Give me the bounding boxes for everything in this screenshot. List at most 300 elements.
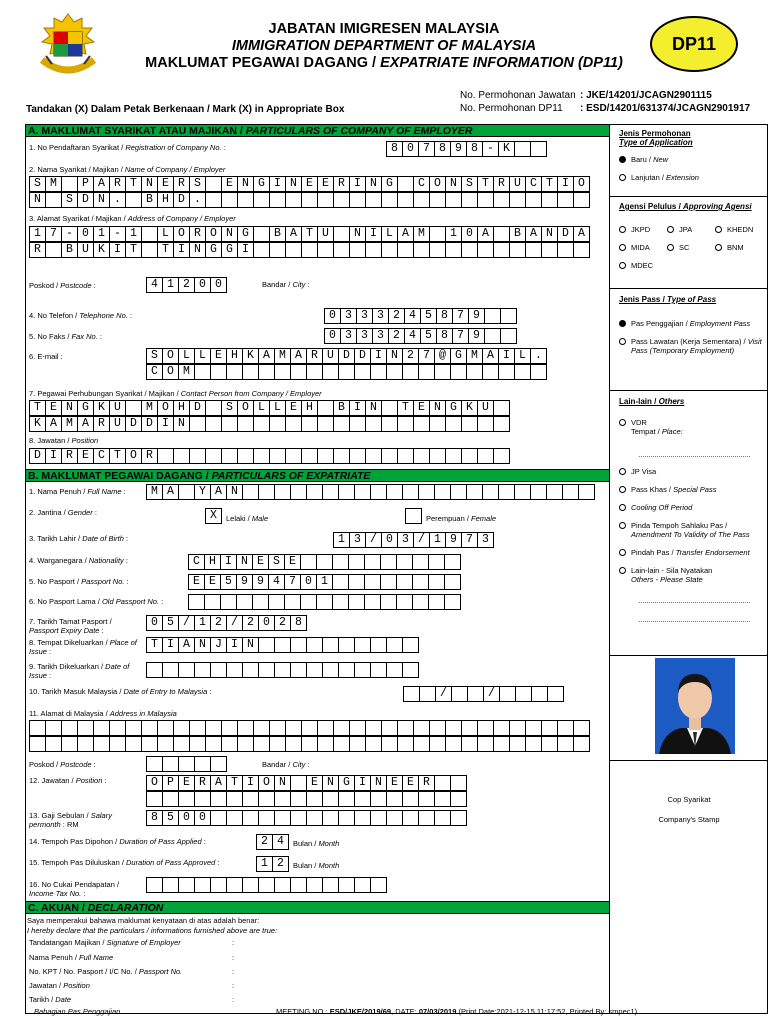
char-box[interactable] xyxy=(371,810,387,826)
char-box[interactable]: A xyxy=(179,637,195,653)
char-box[interactable] xyxy=(323,877,339,893)
char-box[interactable]: N xyxy=(243,637,259,653)
char-box[interactable] xyxy=(446,736,462,752)
issue-date-field[interactable] xyxy=(146,662,419,678)
radio-others-dot[interactable] xyxy=(619,567,626,574)
char-box[interactable] xyxy=(254,242,270,258)
char-box[interactable]: 8 xyxy=(147,810,163,826)
char-box[interactable] xyxy=(420,686,436,702)
char-box[interactable] xyxy=(78,736,94,752)
char-box[interactable]: R xyxy=(110,176,126,192)
char-box[interactable]: I xyxy=(221,554,237,570)
char-box[interactable] xyxy=(515,484,531,500)
char-box[interactable]: S xyxy=(190,176,206,192)
char-box[interactable]: 0 xyxy=(259,615,275,631)
char-box[interactable] xyxy=(238,192,254,208)
c-kpt-colon[interactable]: : xyxy=(232,967,235,976)
char-box[interactable]: C xyxy=(189,554,205,570)
char-box[interactable]: - xyxy=(483,141,499,157)
char-box[interactable]: I xyxy=(163,637,179,653)
char-box[interactable]: D xyxy=(190,400,206,416)
char-box[interactable] xyxy=(350,448,366,464)
char-box[interactable] xyxy=(413,574,429,590)
char-box[interactable] xyxy=(430,720,446,736)
char-box[interactable] xyxy=(430,192,446,208)
char-box[interactable] xyxy=(46,242,62,258)
char-box[interactable] xyxy=(403,637,419,653)
char-box[interactable] xyxy=(334,720,350,736)
char-box[interactable] xyxy=(414,192,430,208)
char-box[interactable] xyxy=(270,448,286,464)
char-box[interactable]: R xyxy=(62,448,78,464)
char-box[interactable] xyxy=(478,192,494,208)
char-box[interactable] xyxy=(291,791,307,807)
pass-approved-field[interactable] xyxy=(256,856,289,872)
char-box[interactable] xyxy=(494,720,510,736)
char-box[interactable] xyxy=(286,242,302,258)
char-box[interactable] xyxy=(253,594,269,610)
char-box[interactable] xyxy=(429,594,445,610)
char-box[interactable] xyxy=(526,242,542,258)
char-box[interactable]: E xyxy=(318,176,334,192)
char-box[interactable] xyxy=(382,242,398,258)
char-box[interactable]: 7 xyxy=(453,328,469,344)
radio-vdr-dot[interactable] xyxy=(619,419,626,426)
char-box[interactable] xyxy=(365,574,381,590)
radio-bnm[interactable]: BNM xyxy=(715,243,744,252)
char-box[interactable] xyxy=(419,484,435,500)
char-box[interactable]: I xyxy=(371,348,387,364)
char-box[interactable] xyxy=(366,720,382,736)
char-box[interactable] xyxy=(238,736,254,752)
char-box[interactable] xyxy=(371,484,387,500)
char-box[interactable]: H xyxy=(227,348,243,364)
char-box[interactable]: 5 xyxy=(421,308,437,324)
char-box[interactable] xyxy=(291,662,307,678)
char-box[interactable] xyxy=(227,662,243,678)
char-box[interactable] xyxy=(291,877,307,893)
char-box[interactable]: T xyxy=(147,637,163,653)
char-box[interactable]: E xyxy=(387,775,403,791)
radio-special-pass[interactable]: Pass Khas / Special Pass xyxy=(619,485,764,494)
char-box[interactable] xyxy=(445,574,461,590)
char-box[interactable]: 3 xyxy=(341,308,357,324)
char-box[interactable]: T xyxy=(302,226,318,242)
char-box[interactable]: N xyxy=(323,775,339,791)
char-box[interactable]: E xyxy=(414,400,430,416)
char-box[interactable]: 0 xyxy=(403,141,419,157)
char-box[interactable] xyxy=(142,736,158,752)
char-box[interactable] xyxy=(355,484,371,500)
char-box[interactable]: 3 xyxy=(341,328,357,344)
char-box[interactable]: N xyxy=(195,637,211,653)
radio-amend-validity[interactable]: Pinda Tempoh Sahlaku Pas / Amendment To Validity of The Pass xyxy=(619,521,764,539)
char-box[interactable] xyxy=(515,141,531,157)
char-box[interactable] xyxy=(478,242,494,258)
char-box[interactable]: R xyxy=(494,176,510,192)
char-box[interactable]: K xyxy=(243,348,259,364)
char-box[interactable]: A xyxy=(46,416,62,432)
char-box[interactable] xyxy=(398,448,414,464)
char-box[interactable] xyxy=(485,308,501,324)
char-box[interactable] xyxy=(349,574,365,590)
char-box[interactable]: 0 xyxy=(179,810,195,826)
char-box[interactable]: 1 xyxy=(195,615,211,631)
char-box[interactable] xyxy=(430,448,446,464)
expiry-field[interactable] xyxy=(146,615,307,631)
char-box[interactable] xyxy=(302,736,318,752)
char-box[interactable] xyxy=(302,448,318,464)
char-box[interactable] xyxy=(382,720,398,736)
char-box[interactable]: A xyxy=(478,226,494,242)
char-box[interactable] xyxy=(179,791,195,807)
char-box[interactable]: N xyxy=(275,775,291,791)
char-box[interactable]: E xyxy=(285,554,301,570)
char-box[interactable]: Y xyxy=(195,484,211,500)
char-box[interactable]: O xyxy=(206,226,222,242)
char-box[interactable] xyxy=(398,176,414,192)
char-box[interactable]: I xyxy=(227,637,243,653)
char-box[interactable]: U xyxy=(110,400,126,416)
char-box[interactable]: 9 xyxy=(446,532,462,548)
char-box[interactable] xyxy=(381,554,397,570)
char-box[interactable]: A xyxy=(574,226,590,242)
char-box[interactable]: N xyxy=(387,348,403,364)
char-box[interactable]: 5 xyxy=(421,328,437,344)
char-box[interactable]: H xyxy=(174,400,190,416)
char-box[interactable] xyxy=(211,662,227,678)
char-box[interactable]: A xyxy=(483,348,499,364)
char-box[interactable]: 4 xyxy=(273,834,289,850)
char-box[interactable] xyxy=(574,720,590,736)
char-box[interactable] xyxy=(286,736,302,752)
char-box[interactable]: T xyxy=(158,242,174,258)
char-box[interactable] xyxy=(382,400,398,416)
char-box[interactable] xyxy=(398,192,414,208)
char-box[interactable] xyxy=(366,736,382,752)
char-box[interactable] xyxy=(147,877,163,893)
char-box[interactable] xyxy=(275,877,291,893)
char-box[interactable] xyxy=(318,720,334,736)
char-box[interactable]: N xyxy=(371,775,387,791)
char-box[interactable]: T xyxy=(126,176,142,192)
char-box[interactable] xyxy=(462,448,478,464)
char-box[interactable] xyxy=(462,416,478,432)
char-box[interactable] xyxy=(403,662,419,678)
char-box[interactable] xyxy=(126,720,142,736)
char-box[interactable] xyxy=(397,554,413,570)
char-box[interactable]: L xyxy=(382,226,398,242)
char-box[interactable] xyxy=(467,484,483,500)
char-box[interactable] xyxy=(414,448,430,464)
char-box[interactable] xyxy=(515,364,531,380)
char-box[interactable]: 1 xyxy=(317,574,333,590)
char-box[interactable]: G xyxy=(446,400,462,416)
char-box[interactable]: 8 xyxy=(437,308,453,324)
char-box[interactable]: C xyxy=(147,364,163,380)
char-box[interactable]: R xyxy=(419,775,435,791)
char-box[interactable] xyxy=(206,720,222,736)
char-box[interactable] xyxy=(382,736,398,752)
char-box[interactable] xyxy=(206,176,222,192)
char-box[interactable] xyxy=(483,484,499,500)
char-box[interactable]: 4 xyxy=(405,308,421,324)
radio-special-dot[interactable] xyxy=(619,486,626,493)
char-box[interactable]: 8 xyxy=(435,141,451,157)
char-box[interactable]: 0 xyxy=(301,574,317,590)
char-box[interactable]: C xyxy=(526,176,542,192)
char-box[interactable] xyxy=(371,364,387,380)
char-box[interactable] xyxy=(222,192,238,208)
char-box[interactable]: R xyxy=(142,448,158,464)
position-field[interactable] xyxy=(29,448,510,464)
char-box[interactable] xyxy=(494,416,510,432)
char-box[interactable]: L xyxy=(254,400,270,416)
char-box[interactable] xyxy=(499,364,515,380)
char-box[interactable] xyxy=(404,686,420,702)
fullname-field[interactable] xyxy=(146,484,595,500)
char-box[interactable] xyxy=(445,554,461,570)
char-box[interactable] xyxy=(510,720,526,736)
char-box[interactable] xyxy=(446,720,462,736)
char-box[interactable] xyxy=(190,720,206,736)
tax-no-field[interactable] xyxy=(146,877,387,893)
char-box[interactable]: B xyxy=(270,226,286,242)
char-box[interactable] xyxy=(227,877,243,893)
char-box[interactable]: E xyxy=(211,348,227,364)
char-box[interactable]: M xyxy=(179,364,195,380)
char-box[interactable]: U xyxy=(78,242,94,258)
char-box[interactable]: S xyxy=(222,400,238,416)
reg-no-field[interactable] xyxy=(386,141,547,157)
char-box[interactable] xyxy=(163,662,179,678)
char-box[interactable]: N xyxy=(142,176,158,192)
others-line-2[interactable] xyxy=(639,621,750,622)
char-box[interactable]: O xyxy=(238,400,254,416)
char-box[interactable] xyxy=(323,810,339,826)
radio-jp-visa[interactable]: JP Visa xyxy=(619,467,764,476)
char-box[interactable]: 8 xyxy=(387,141,403,157)
char-box[interactable] xyxy=(478,416,494,432)
char-box[interactable]: M xyxy=(62,416,78,432)
radio-cooling-dot[interactable] xyxy=(619,504,626,511)
char-box[interactable] xyxy=(206,448,222,464)
char-box[interactable] xyxy=(211,756,227,772)
char-box[interactable] xyxy=(574,242,590,258)
char-box[interactable]: E xyxy=(307,775,323,791)
char-box[interactable]: E xyxy=(222,176,238,192)
char-box[interactable] xyxy=(429,554,445,570)
char-box[interactable]: G xyxy=(382,176,398,192)
char-box[interactable] xyxy=(243,662,259,678)
char-box[interactable] xyxy=(467,364,483,380)
char-box[interactable]: I xyxy=(270,176,286,192)
char-box[interactable]: 0 xyxy=(147,615,163,631)
radio-khedn-dot[interactable] xyxy=(715,226,722,233)
char-box[interactable] xyxy=(414,720,430,736)
char-box[interactable] xyxy=(382,192,398,208)
char-box[interactable] xyxy=(206,192,222,208)
char-box[interactable] xyxy=(126,736,142,752)
char-box[interactable] xyxy=(429,574,445,590)
char-box[interactable]: 0 xyxy=(78,226,94,242)
char-box[interactable]: N xyxy=(94,192,110,208)
char-box[interactable] xyxy=(413,554,429,570)
company-address-line2[interactable] xyxy=(29,242,590,258)
char-box[interactable] xyxy=(318,448,334,464)
char-box[interactable]: A xyxy=(163,484,179,500)
char-box[interactable]: U xyxy=(478,400,494,416)
char-box[interactable] xyxy=(349,594,365,610)
char-box[interactable] xyxy=(494,226,510,242)
char-box[interactable]: 1 xyxy=(163,277,179,293)
others-line-1[interactable] xyxy=(639,602,750,603)
char-box[interactable] xyxy=(419,810,435,826)
char-box[interactable] xyxy=(350,192,366,208)
char-box[interactable] xyxy=(307,877,323,893)
char-box[interactable] xyxy=(46,720,62,736)
char-box[interactable] xyxy=(494,400,510,416)
char-box[interactable]: G xyxy=(206,242,222,258)
char-box[interactable]: D xyxy=(30,448,46,464)
char-box[interactable] xyxy=(243,484,259,500)
char-box[interactable] xyxy=(334,736,350,752)
char-box[interactable]: N xyxy=(542,226,558,242)
char-box[interactable]: 2 xyxy=(243,615,259,631)
female-checkbox[interactable] xyxy=(405,508,422,524)
char-box[interactable] xyxy=(302,416,318,432)
char-box[interactable]: I xyxy=(350,400,366,416)
char-box[interactable]: N xyxy=(366,400,382,416)
char-box[interactable]: U xyxy=(318,226,334,242)
char-box[interactable]: 4 xyxy=(269,574,285,590)
char-box[interactable] xyxy=(94,720,110,736)
char-box[interactable] xyxy=(548,686,564,702)
char-box[interactable]: - xyxy=(62,226,78,242)
char-box[interactable]: A xyxy=(526,226,542,242)
char-box[interactable] xyxy=(366,242,382,258)
char-box[interactable]: D xyxy=(558,226,574,242)
char-box[interactable]: S xyxy=(269,554,285,570)
char-box[interactable]: E xyxy=(205,574,221,590)
char-box[interactable] xyxy=(291,810,307,826)
char-box[interactable] xyxy=(286,720,302,736)
char-box[interactable]: R xyxy=(30,242,46,258)
char-box[interactable]: I xyxy=(174,242,190,258)
char-box[interactable]: X xyxy=(206,508,222,524)
radio-jpa-dot[interactable] xyxy=(667,226,674,233)
char-box[interactable] xyxy=(387,364,403,380)
char-box[interactable]: O xyxy=(174,226,190,242)
char-box[interactable]: 0 xyxy=(325,308,341,324)
char-box[interactable] xyxy=(371,662,387,678)
char-box[interactable] xyxy=(302,242,318,258)
char-box[interactable] xyxy=(254,226,270,242)
char-box[interactable] xyxy=(334,192,350,208)
char-box[interactable]: T xyxy=(227,775,243,791)
char-box[interactable]: / xyxy=(436,686,452,702)
char-box[interactable]: 0 xyxy=(195,810,211,826)
char-box[interactable]: . xyxy=(531,348,547,364)
char-box[interactable]: C xyxy=(414,176,430,192)
char-box[interactable]: 2 xyxy=(257,834,273,850)
char-box[interactable] xyxy=(478,720,494,736)
char-box[interactable]: 1 xyxy=(257,856,273,872)
char-box[interactable]: C xyxy=(94,448,110,464)
company-name-line2[interactable] xyxy=(29,192,590,208)
char-box[interactable] xyxy=(532,686,548,702)
char-box[interactable] xyxy=(147,756,163,772)
char-box[interactable]: O xyxy=(163,348,179,364)
char-box[interactable] xyxy=(142,242,158,258)
char-box[interactable]: 9 xyxy=(253,574,269,590)
company-address-line1[interactable] xyxy=(29,226,590,242)
char-box[interactable]: 0 xyxy=(195,277,211,293)
char-box[interactable]: D xyxy=(126,416,142,432)
char-box[interactable] xyxy=(211,791,227,807)
char-box[interactable]: J xyxy=(211,637,227,653)
char-box[interactable]: A xyxy=(211,775,227,791)
char-box[interactable] xyxy=(110,736,126,752)
char-box[interactable]: T xyxy=(126,242,142,258)
char-box[interactable]: L xyxy=(515,348,531,364)
char-box[interactable]: N xyxy=(174,416,190,432)
char-box[interactable] xyxy=(307,484,323,500)
char-box[interactable] xyxy=(318,736,334,752)
char-box[interactable] xyxy=(510,736,526,752)
email-line1[interactable] xyxy=(146,348,547,364)
char-box[interactable] xyxy=(317,594,333,610)
char-box[interactable] xyxy=(323,662,339,678)
char-box[interactable]: 3 xyxy=(373,328,389,344)
char-box[interactable] xyxy=(403,810,419,826)
char-box[interactable] xyxy=(46,736,62,752)
char-box[interactable] xyxy=(349,554,365,570)
char-box[interactable] xyxy=(510,242,526,258)
char-box[interactable] xyxy=(270,720,286,736)
char-box[interactable] xyxy=(270,416,286,432)
radio-extension-dot[interactable] xyxy=(619,174,626,181)
char-box[interactable] xyxy=(243,877,259,893)
char-box[interactable] xyxy=(174,736,190,752)
fax-field[interactable] xyxy=(324,328,517,344)
char-box[interactable] xyxy=(531,141,547,157)
char-box[interactable] xyxy=(323,484,339,500)
char-box[interactable] xyxy=(323,791,339,807)
char-box[interactable] xyxy=(163,791,179,807)
char-box[interactable] xyxy=(222,736,238,752)
char-box[interactable]: G xyxy=(238,226,254,242)
radio-mdec[interactable]: MDEC xyxy=(619,261,764,270)
char-box[interactable] xyxy=(307,662,323,678)
char-box[interactable] xyxy=(435,775,451,791)
char-box[interactable]: 8 xyxy=(437,328,453,344)
pass-applied-field[interactable] xyxy=(256,834,289,850)
char-box[interactable] xyxy=(419,364,435,380)
char-box[interactable] xyxy=(339,364,355,380)
char-box[interactable] xyxy=(451,364,467,380)
radio-jkpd-dot[interactable] xyxy=(619,226,626,233)
char-box[interactable]: N xyxy=(350,226,366,242)
b-postcode-field[interactable] xyxy=(146,756,227,772)
char-box[interactable]: I xyxy=(350,176,366,192)
char-box[interactable] xyxy=(414,736,430,752)
char-box[interactable]: O xyxy=(158,400,174,416)
char-box[interactable] xyxy=(291,484,307,500)
char-box[interactable]: L xyxy=(270,400,286,416)
radio-amend-dot[interactable] xyxy=(619,522,626,529)
char-box[interactable]: . xyxy=(110,192,126,208)
